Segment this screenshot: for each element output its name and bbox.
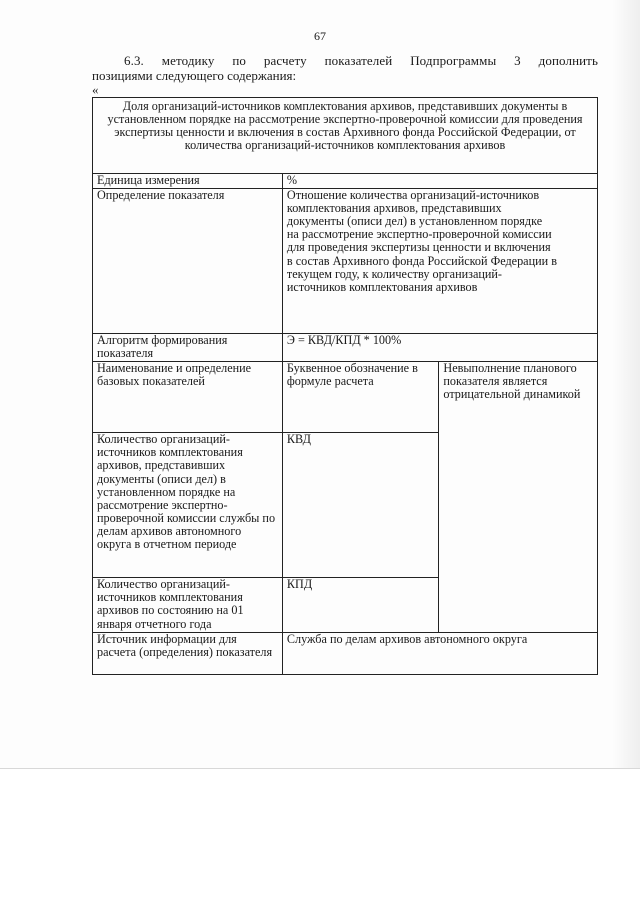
kpd-code: КПД [282,578,439,633]
algorithm-label: Алгоритм формирования показателя [93,334,283,362]
definition-label: Определение показателя [93,189,283,334]
intro-line-1: 6.3. методику по расчету показателей Подпрограммы 3 дополнить [124,53,598,68]
base-indicators-label: Наименование и определение базовых показателей [93,362,283,433]
indicator-table [92,97,598,675]
source-value: Служба по делам архивов автономного округа [282,633,597,675]
source-label: Источник информации для расчета (определения) показателя [93,633,283,675]
table-row-definition [93,189,598,334]
letter-designation-header: Буквенное обозначение в формуле расчета [282,362,439,433]
intro-line-2: позициями следующего содержания: [92,68,297,83]
definition-value: Отношение количества организаций-источников комплектования архивов, представивших документы (описи дел) в установленном порядке на рассмотрение экспертно-проверочной комиссии для проведения экспертизы ценности и включения в состав Архивного фонда Российской Федерации в текущем году, к количеству организаций-источников комплектования архивов [282,189,597,334]
algorithm-value: Э = КВД/КПД * 100% [282,334,597,362]
table-row-title [93,98,598,174]
unit-value: % [282,174,597,189]
table-row-source [93,633,598,675]
kvd-label: Количество организаций-источников комплектования архивов, представивших документы (описи дел) в установленном порядке на рассмотрение экспертно-проверочной комиссии службы по делам архивов автономного округа в отчетном периоде [93,433,283,578]
table-row-algorithm [93,334,598,362]
dynamics-note: Невыполнение планового показателя является отрицательной динамикой [439,362,598,633]
unit-label: Единица измерения [93,174,283,189]
kvd-code: КВД [282,433,439,578]
table-row-base-header [93,362,598,433]
intro-paragraph [92,53,598,83]
opening-quote: « [92,82,99,97]
table-row-unit [93,174,598,189]
page-number: 67 [314,29,326,43]
indicator-title: Доля организаций-источников комплектования архивов, представивших документы в установленном порядке на рассмотрение экспертно-проверочной комиссии для проведения экспертизы ценности и включения в состав Архивного фонда Российской Федерации, от количества организаций-источников комплектования архивов [93,98,598,174]
scan-edge-shadow [612,0,640,768]
kpd-label: Количество организаций-источников комплектования архивов по состоянию на 01 января отчетного года [93,578,283,633]
